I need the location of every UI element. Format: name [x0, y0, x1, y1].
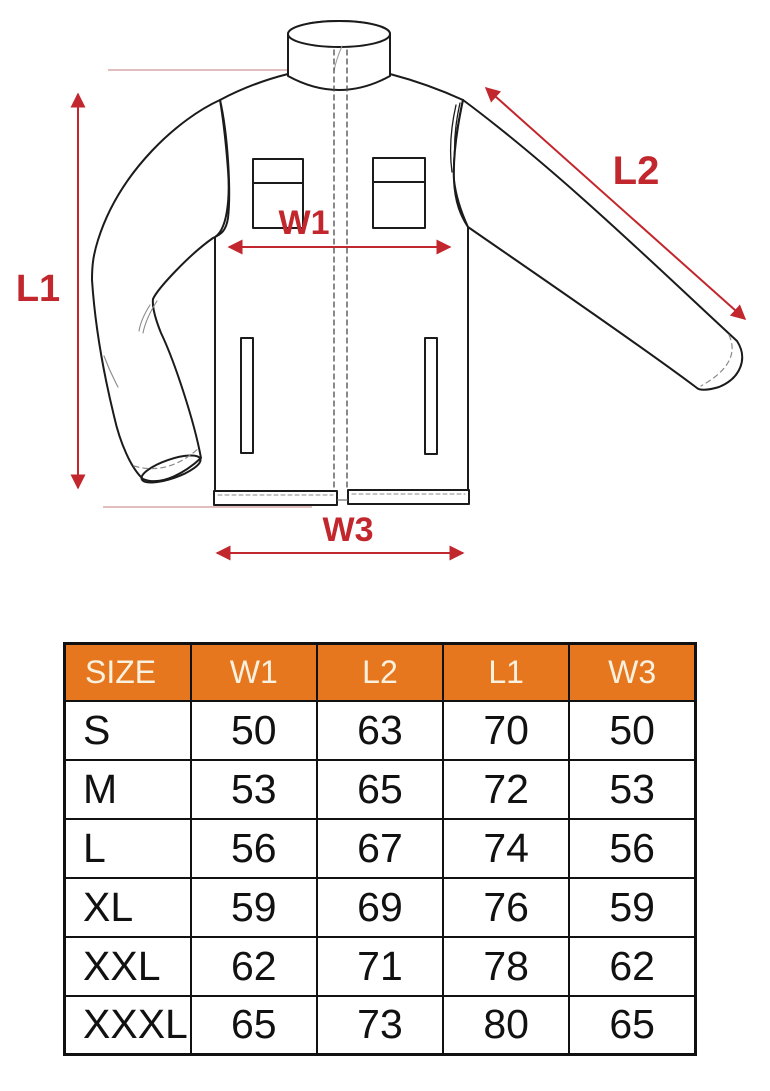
w1-value: 50 — [191, 701, 317, 760]
w3-label: W3 — [322, 511, 374, 549]
l2-value: 73 — [317, 996, 443, 1055]
w3-value: 62 — [569, 937, 695, 996]
size-value: XXL — [65, 937, 191, 996]
header-l2: L2 — [317, 644, 443, 701]
hem-band — [214, 490, 469, 505]
table-row — [65, 701, 696, 760]
w1-value: 59 — [191, 878, 317, 937]
size-value: M — [65, 760, 191, 819]
table-row — [65, 819, 696, 878]
w3-value: 65 — [569, 996, 695, 1055]
size-value: S — [65, 701, 191, 760]
w1-value: 65 — [191, 996, 317, 1055]
w1-value: 53 — [191, 760, 317, 819]
w3-value: 53 — [569, 760, 695, 819]
size-value: XL — [65, 878, 191, 937]
w1-label: W1 — [278, 204, 330, 242]
size-value: XXXL — [65, 996, 191, 1055]
size-value: L — [65, 819, 191, 878]
l1-value: 76 — [443, 878, 569, 937]
header-l1: L1 — [443, 644, 569, 701]
w3-value: 50 — [569, 701, 695, 760]
l1-value: 70 — [443, 701, 569, 760]
hem-band-right — [348, 490, 469, 504]
l1-value: 72 — [443, 760, 569, 819]
right-chest-pocket — [373, 158, 425, 228]
size-table — [63, 642, 697, 1056]
jacket-drawing — [92, 21, 742, 505]
l2-value: 65 — [317, 760, 443, 819]
l1-label: L1 — [15, 268, 61, 310]
l2-value: 63 — [317, 701, 443, 760]
table-row — [65, 937, 696, 996]
hem-band-left — [214, 491, 337, 505]
l1-value: 78 — [443, 937, 569, 996]
right-sleeve — [454, 100, 742, 390]
right-side-pocket — [425, 338, 437, 454]
l2-value: 67 — [317, 819, 443, 878]
header-size: SIZE — [65, 644, 191, 701]
w3-value: 56 — [569, 819, 695, 878]
header-w1: W1 — [191, 644, 317, 701]
collar-top-opening — [288, 21, 390, 47]
w3-value: 59 — [569, 878, 695, 937]
table-row — [65, 996, 696, 1055]
table-row — [65, 878, 696, 937]
l2-label: L2 — [612, 149, 660, 193]
size-table-container — [63, 642, 697, 1056]
header-w3: W3 — [569, 644, 695, 701]
left-sleeve — [92, 100, 229, 481]
left-side-pocket — [241, 338, 253, 453]
l1-value: 74 — [443, 819, 569, 878]
w1-value: 56 — [191, 819, 317, 878]
size-table-header-row — [65, 644, 696, 701]
l2-value: 69 — [317, 878, 443, 937]
table-row — [65, 760, 696, 819]
l2-value: 71 — [317, 937, 443, 996]
w1-value: 62 — [191, 937, 317, 996]
l1-value: 80 — [443, 996, 569, 1055]
